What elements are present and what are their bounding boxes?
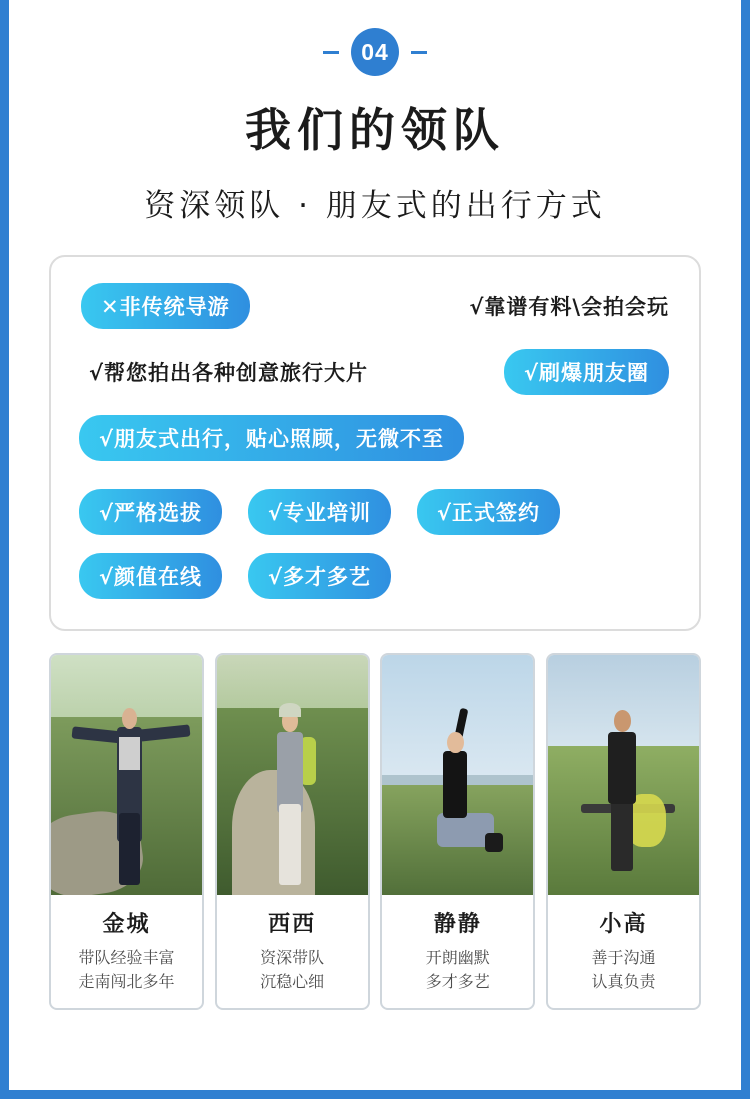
tag-strict-selection: √严格选拔 — [79, 489, 222, 535]
guide-photo — [382, 655, 533, 895]
section-number-badge: 04 — [351, 28, 399, 76]
guide-description — [548, 946, 699, 994]
tag-moments-hit: √刷爆朋友圈 — [504, 349, 669, 395]
guide-card[interactable] — [215, 653, 370, 1010]
guide-description-line: 开朗幽默 — [425, 948, 490, 967]
page-title: 我们的领队 — [245, 103, 505, 157]
guide-description-line: 走南闯北多年 — [78, 972, 175, 991]
photo-shirt — [119, 737, 140, 771]
dash-left-icon — [323, 51, 339, 54]
photo-legs — [611, 799, 632, 871]
guide-description — [51, 946, 202, 994]
feature-tag-panel — [49, 255, 701, 631]
guide-description — [382, 946, 533, 994]
photo-cap — [279, 703, 302, 717]
guide-description-line: 资深带队 — [260, 948, 325, 967]
guide-description-line: 多才多艺 — [425, 972, 490, 991]
photo-legs — [119, 813, 140, 885]
guide-name: 小高 — [599, 912, 648, 937]
photo-shoe — [485, 833, 503, 852]
guide-card[interactable] — [546, 653, 701, 1010]
guide-description-line: 善于沟通 — [591, 948, 656, 967]
guide-photo — [51, 655, 202, 895]
guide-name: 静静 — [433, 912, 482, 937]
photo-body — [608, 732, 635, 804]
photo-body — [277, 732, 303, 814]
photo-body — [443, 751, 467, 818]
tag-row-1 — [73, 283, 677, 329]
tag-row-3 — [73, 415, 677, 461]
tag-formal-contract: √正式签约 — [417, 489, 560, 535]
photo-head — [614, 710, 631, 732]
dash-right-icon — [411, 51, 427, 54]
tag-multi-talented: √多才多艺 — [248, 553, 391, 599]
photo-legs — [279, 804, 302, 886]
page-subtitle: 资深领队 · 朋友式的出行方式 — [144, 188, 606, 224]
guide-name: 西西 — [268, 912, 317, 937]
guide-description-line: 带队经验丰富 — [78, 948, 175, 967]
guide-description-line: 沉稳心细 — [260, 972, 325, 991]
tag-reliable-fun: √靠谱有料\会拍会玩 — [469, 295, 669, 319]
guide-card[interactable] — [49, 653, 204, 1010]
tag-professional-training: √专业培训 — [248, 489, 391, 535]
guide-name: 金城 — [102, 912, 151, 937]
guide-description — [217, 946, 368, 994]
tag-friendly-travel: √朋友式出行，贴心照顾，无微不至 — [79, 415, 464, 461]
page-inner — [9, 0, 741, 1090]
tag-row-4 — [73, 489, 677, 535]
guide-photo — [217, 655, 368, 895]
section-number-row — [9, 0, 741, 76]
guide-description-line: 认真负责 — [591, 972, 656, 991]
tag-good-looking: √颜值在线 — [79, 553, 222, 599]
photo-head — [447, 732, 464, 754]
guide-photo — [548, 655, 699, 895]
tag-creative-photos: √帮您拍出各种创意旅行大片 — [89, 361, 369, 385]
tag-row-5 — [73, 553, 677, 599]
guide-card[interactable] — [380, 653, 535, 1010]
tag-row-2 — [73, 349, 677, 395]
tag-non-traditional-guide: ✕非传统导游 — [81, 283, 250, 329]
guide-card-list — [49, 653, 701, 1010]
